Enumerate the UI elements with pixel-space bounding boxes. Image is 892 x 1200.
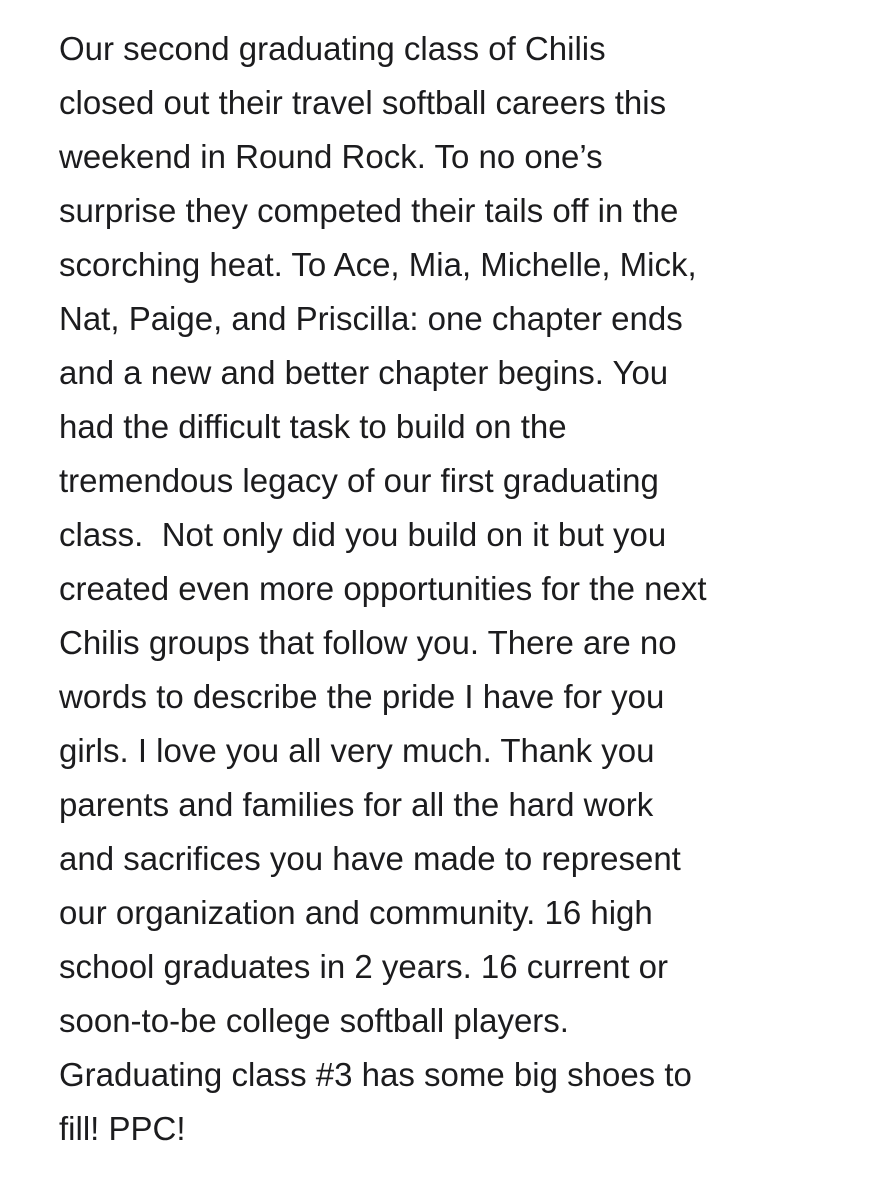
- note-line: school graduates in 2 years. 16 current or: [59, 948, 669, 985]
- note-line: closed out their travel softball careers this: [59, 84, 667, 121]
- note-line: our organization and community. 16 high: [59, 894, 653, 931]
- note-line: words to describe the pride I have for you: [59, 678, 665, 715]
- note-body-text[interactable]: [59, 22, 889, 1156]
- note-line: Graduating class #3 has some big shoes to: [59, 1056, 692, 1093]
- note-line: created even more opportunities for the next: [59, 570, 707, 607]
- note-line: surprise they competed their tails off in the: [59, 192, 679, 229]
- note-line: had the difficult task to build on the: [59, 408, 567, 445]
- note-line: weekend in Round Rock. To no one’s: [59, 138, 603, 175]
- note-line: class. Not only did you build on it but you: [59, 516, 667, 553]
- note-line: scorching heat. To Ace, Mia, Michelle, Mick,: [59, 246, 697, 283]
- note-line: Our second graduating class of Chilis: [59, 30, 606, 67]
- note-line: parents and families for all the hard work: [59, 786, 654, 823]
- note-line: soon-to-be college softball players.: [59, 1002, 569, 1039]
- note-line: and a new and better chapter begins. You: [59, 354, 669, 391]
- note-line: Chilis groups that follow you. There are no: [59, 624, 677, 661]
- note-line: tremendous legacy of our first graduating: [59, 462, 659, 499]
- note-line: and sacrifices you have made to represent: [59, 840, 681, 877]
- note-line: girls. I love you all very much. Thank you: [59, 732, 655, 769]
- note-line: Nat, Paige, and Priscilla: one chapter ends: [59, 300, 683, 337]
- note-line: fill! PPC!: [59, 1110, 186, 1147]
